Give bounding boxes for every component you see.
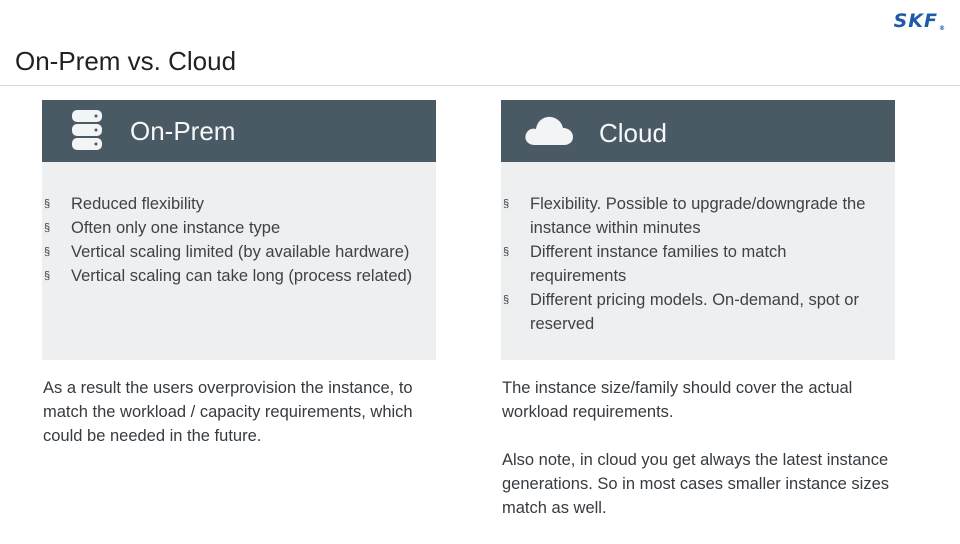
skf-logo: SKF®: [893, 10, 946, 32]
onprem-header: [42, 100, 436, 162]
bullet-icon: §: [44, 246, 51, 258]
onprem-list: [42, 192, 424, 288]
list-item: § Different pricing models. On-demand, spot or reserved: [501, 288, 883, 336]
cloud-header: [501, 100, 895, 162]
list-item: § Different instance families to match requirements: [501, 240, 883, 288]
cloud-list-box: [501, 162, 895, 360]
cloud-note: [501, 376, 895, 520]
database-icon: [70, 108, 104, 159]
note-paragraph: The instance size/family should cover the actual workload requirements.: [502, 379, 853, 421]
list-item: § Vertical scaling can take long (process related): [42, 264, 424, 288]
bullet-icon: §: [503, 246, 510, 258]
cloud-list: [501, 192, 883, 336]
title-divider: [0, 85, 960, 86]
bullet-icon: §: [44, 198, 51, 210]
list-item: § Often only one instance type: [42, 216, 424, 240]
list-item: § Vertical scaling limited (by available hardware): [42, 240, 424, 264]
list-item: § Reduced flexibility: [42, 192, 424, 216]
bullet-icon: §: [44, 270, 51, 282]
onprem-heading: On-Prem: [130, 116, 236, 146]
list-item: § Flexibility. Possible to upgrade/downgrade the instance within minutes: [501, 192, 883, 240]
bullet-icon: §: [44, 222, 51, 234]
note-paragraph: As a result the users overprovision the instance, to match the workload / capacity requirements, which could be needed in the future.: [43, 379, 413, 445]
page-title: On-Prem vs. Cloud: [15, 46, 237, 76]
bullet-icon: §: [503, 198, 510, 210]
cloud-heading: Cloud: [599, 118, 667, 148]
bullet-icon: §: [503, 294, 510, 306]
note-paragraph: Also note, in cloud you get always the latest instance generations. So in most cases smaller instance sizes match as well.: [502, 451, 890, 517]
cloud-column: [501, 100, 895, 544]
onprem-column: [42, 100, 436, 472]
cloud-icon: [523, 112, 575, 153]
onprem-list-box: [42, 162, 436, 360]
onprem-note: [42, 376, 436, 448]
